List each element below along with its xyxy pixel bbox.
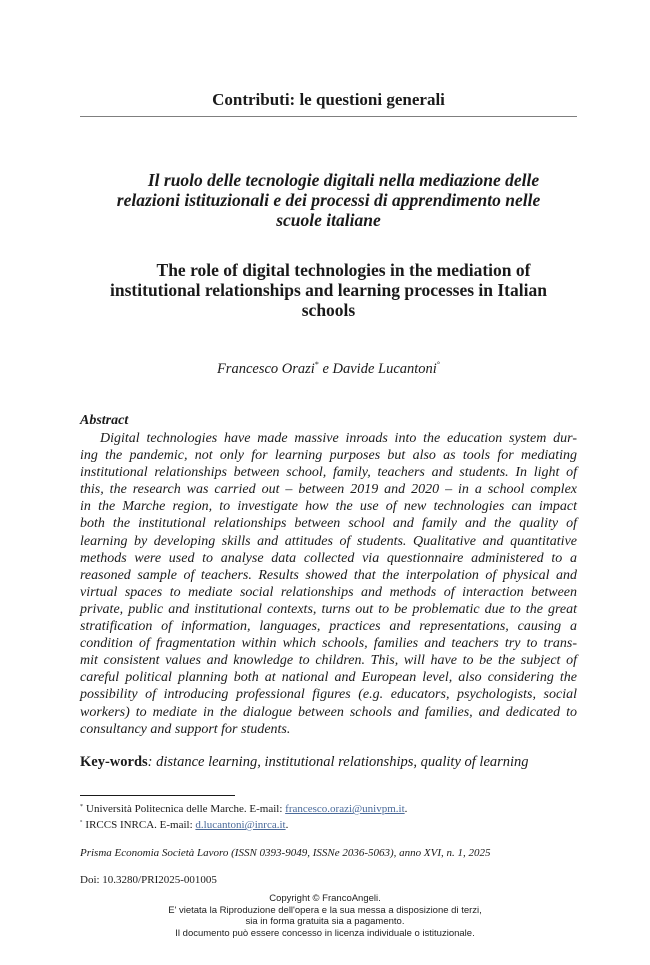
abstract-line: both the institutional relationships between school and family and the quality of (80, 516, 577, 532)
title-italian-line: Il ruolo delle tecnologie digitali nella mediazione delle (147, 170, 540, 190)
footnote-end: . (285, 819, 289, 831)
abstract-line: mit consistent values and knowledge to children. This, will have to be the subject of (80, 653, 577, 669)
keywords-text: : distance learning, institutional relationships, quality of learning (147, 754, 529, 770)
footnote-text: Università Politecnica delle Marche. E-mail: (86, 803, 286, 815)
footnote-mark: ° (80, 820, 83, 826)
title-italian-line: relazioni istituzionali e dei processi di apprendimento nelle (116, 190, 541, 210)
abstract-line: private, public and institutional contexts, turns out to be problematic due to the great (80, 601, 577, 617)
abstract-line: possibility of introducing professional figures (e.g. educators, psychologists, social (80, 687, 577, 703)
copyright-notice (60, 893, 590, 939)
title-english-line: schools (301, 300, 356, 320)
section-header: Contributi: le questioni generali (80, 88, 577, 117)
footnote-end: . (404, 803, 408, 815)
title-english (80, 260, 577, 320)
email-link[interactable]: francesco.orazi@univpm.it (285, 803, 405, 815)
author-connector: e (318, 361, 333, 377)
keywords-label: Key-words (80, 754, 148, 770)
abstract-line: stratification of information, languages, practices and representations, causing a (80, 619, 577, 635)
footnote-mark: * (314, 360, 319, 369)
abstract-line: in the Marche region, to investigate how the use of new technologies can impact (80, 499, 577, 515)
copyright-line: sia in forma gratuita sia a pagamento. (245, 916, 405, 928)
abstract-line: condition of fragmentation within which schools, families and teachers try to trans- (80, 636, 577, 652)
footnote (80, 803, 407, 815)
abstract-body (80, 430, 577, 738)
abstract-line: consultancy and support for students. (80, 721, 291, 737)
title-italian (80, 170, 577, 230)
abstract-line: careful political planning both at national and European level, also considering the (80, 670, 577, 686)
footnote-mark: ° (436, 360, 441, 369)
abstract-line: Digital technologies have made massive inroads into the education system dur- (100, 431, 577, 446)
abstract-heading: Abstract (80, 413, 129, 428)
abstract-line: workers) to mediate in the dialogue between schools and families, and dedicated to (80, 704, 577, 720)
keywords (80, 754, 529, 771)
title-english-line: The role of digital technologies in the mediation of (156, 260, 531, 280)
doi: Doi: 10.3280/PRI2025-001005 (80, 874, 217, 886)
footnote-text: IRCCS INRCA. E-mail: (85, 819, 196, 831)
copyright-line: Copyright © FrancoAngeli. (269, 893, 381, 904)
abstract-line: institutional relationships between school, family, teachers and students. In light of (80, 465, 577, 481)
footnote-mark: * (80, 804, 83, 810)
title-italian-line: scuole italiane (276, 210, 381, 230)
title-english-line: institutional relationships and learning processes in Italian (110, 280, 547, 300)
abstract-line: reasoned sample of teachers. Results showed that the interpolation of physical and (80, 567, 577, 583)
abstract-line: ing the pandemic, not only for learning purposes but also as tools for mediating (80, 448, 577, 464)
footnote-divider (80, 795, 235, 796)
abstract-line: this, the research was carried out – between 2019 and 2020 – in a school complex (80, 482, 577, 498)
author-name: Francesco Orazi (216, 361, 315, 377)
journal-citation: Prisma Economia Società Lavoro (ISSN 0393-9049, ISSNe 2036-5063), anno XVI, n. 1, 2025 (80, 847, 491, 859)
email-link[interactable]: d.lucantoni@inrca.it (195, 819, 286, 831)
abstract-line: virtual spaces to mediate social relationships and methods of interaction between (80, 584, 577, 600)
copyright-line: E' vietata la Riproduzione dell'opera e la sua messa a disposizione di terzi, (168, 904, 482, 916)
authors (80, 360, 577, 378)
footnote (80, 819, 288, 831)
author-name: Davide Lucantoni (332, 361, 437, 377)
abstract-line: learning by developing skills and attitudes of students. Qualitative and quantitative (80, 533, 577, 549)
copyright-line: Il documento può essere concesso in licenza individuale o istituzionale. (175, 927, 475, 939)
abstract-line: methods were used to analyse data collected via questionnaire administered to a (80, 550, 577, 566)
